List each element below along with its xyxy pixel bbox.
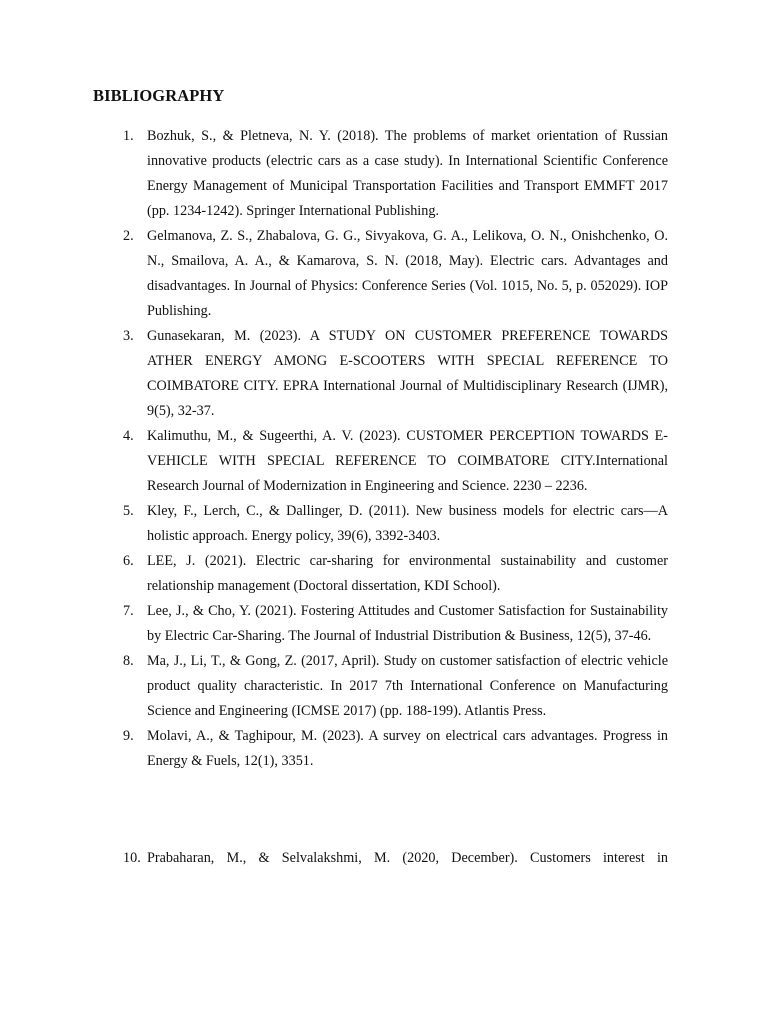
entry-text: LEE, J. (2021). Electric car-sharing for environmental sustainability and customer relationship management (Doctoral dissertation, KDI School).	[147, 553, 668, 594]
entry-number: 10.	[123, 850, 141, 866]
entry-text: Kalimuthu, M., & Sugeerthi, A. V. (2023). CUSTOMER PERCEPTION TOWARDS E-VEHICLE WITH SPECIAL REFERENCE TO COIMBATORE CITY.International Research Journal of Modernization in Engineering and Science. 2230 – 2236.	[147, 428, 668, 494]
bibliography-entry	[0, 724, 768, 774]
entry-number: 3.	[123, 328, 134, 344]
bibliography-entry	[0, 324, 768, 424]
entry-number: 5.	[123, 503, 134, 519]
entry-number: 2.	[123, 228, 134, 244]
bibliography-entry	[0, 599, 768, 649]
entry-text: Gelmanova, Z. S., Zhabalova, G. G., Sivyakova, G. A., Lelikova, O. N., Onishchenko, O. N., Smailova, A. A., & Kamarova, S. N. (2018, May). Electric cars. Advantages and disadvantages. In Journal of Physics: Conference Series (Vol. 1015, No. 5, p. 052029). IOP Publishing.	[147, 228, 668, 319]
bibliography-entry	[0, 846, 768, 871]
bibliography-entry	[0, 549, 768, 599]
bibliography-heading: BIBLIOGRAPHY	[93, 86, 225, 105]
bibliography-entry	[0, 224, 768, 324]
bibliography-list	[0, 124, 768, 871]
entry-number: 1.	[123, 128, 134, 144]
entry-text: Bozhuk, S., & Pletneva, N. Y. (2018). The problems of market orientation of Russian innovative products (electric cars as a case study). In International Scientific Conference Energy Management of Municipal Transportation Facilities and Transport EMMFT 2017 (pp. 1234-1242). Springer International Publishing.	[147, 128, 668, 219]
bibliography-entry	[0, 424, 768, 499]
bibliography-entry	[0, 499, 768, 549]
entry-text: Gunasekaran, M. (2023). A STUDY ON CUSTOMER PREFERENCE TOWARDS ATHER ENERGY AMONG E-SCOOTERS WITH SPECIAL REFERENCE TO COIMBATORE CITY. EPRA International Journal of Multidisciplinary Research (IJMR), 9(5), 32-37.	[147, 328, 668, 419]
entry-number: 4.	[123, 428, 134, 444]
entry-number: 7.	[123, 603, 134, 619]
entry-text: Ma, J., Li, T., & Gong, Z. (2017, April). Study on customer satisfaction of electric vehicle product quality characteristic. In 2017 7th International Conference on Manufacturing Science and Engineering (ICMSE 2017) (pp. 188-199). Atlantis Press.	[147, 653, 668, 719]
entry-number: 9.	[123, 728, 134, 744]
entry-number: 8.	[123, 653, 134, 669]
bibliography-entry	[0, 124, 768, 224]
entry-text: Prabaharan, M., & Selvalakshmi, M. (2020, December). Customers interest in	[147, 850, 668, 866]
bibliography-entry	[0, 649, 768, 724]
page-gap	[0, 774, 768, 846]
entry-text: Lee, J., & Cho, Y. (2021). Fostering Attitudes and Customer Satisfaction for Sustainability by Electric Car-Sharing. The Journal of Industrial Distribution & Business, 12(5), 37-46.	[147, 603, 668, 644]
entry-number: 6.	[123, 553, 134, 569]
entry-text: Molavi, A., & Taghipour, M. (2023). A survey on electrical cars advantages. Progress in Energy & Fuels, 12(1), 3351.	[147, 728, 668, 769]
entry-text: Kley, F., Lerch, C., & Dallinger, D. (2011). New business models for electric cars—A holistic approach. Energy policy, 39(6), 3392-3403.	[147, 503, 668, 544]
